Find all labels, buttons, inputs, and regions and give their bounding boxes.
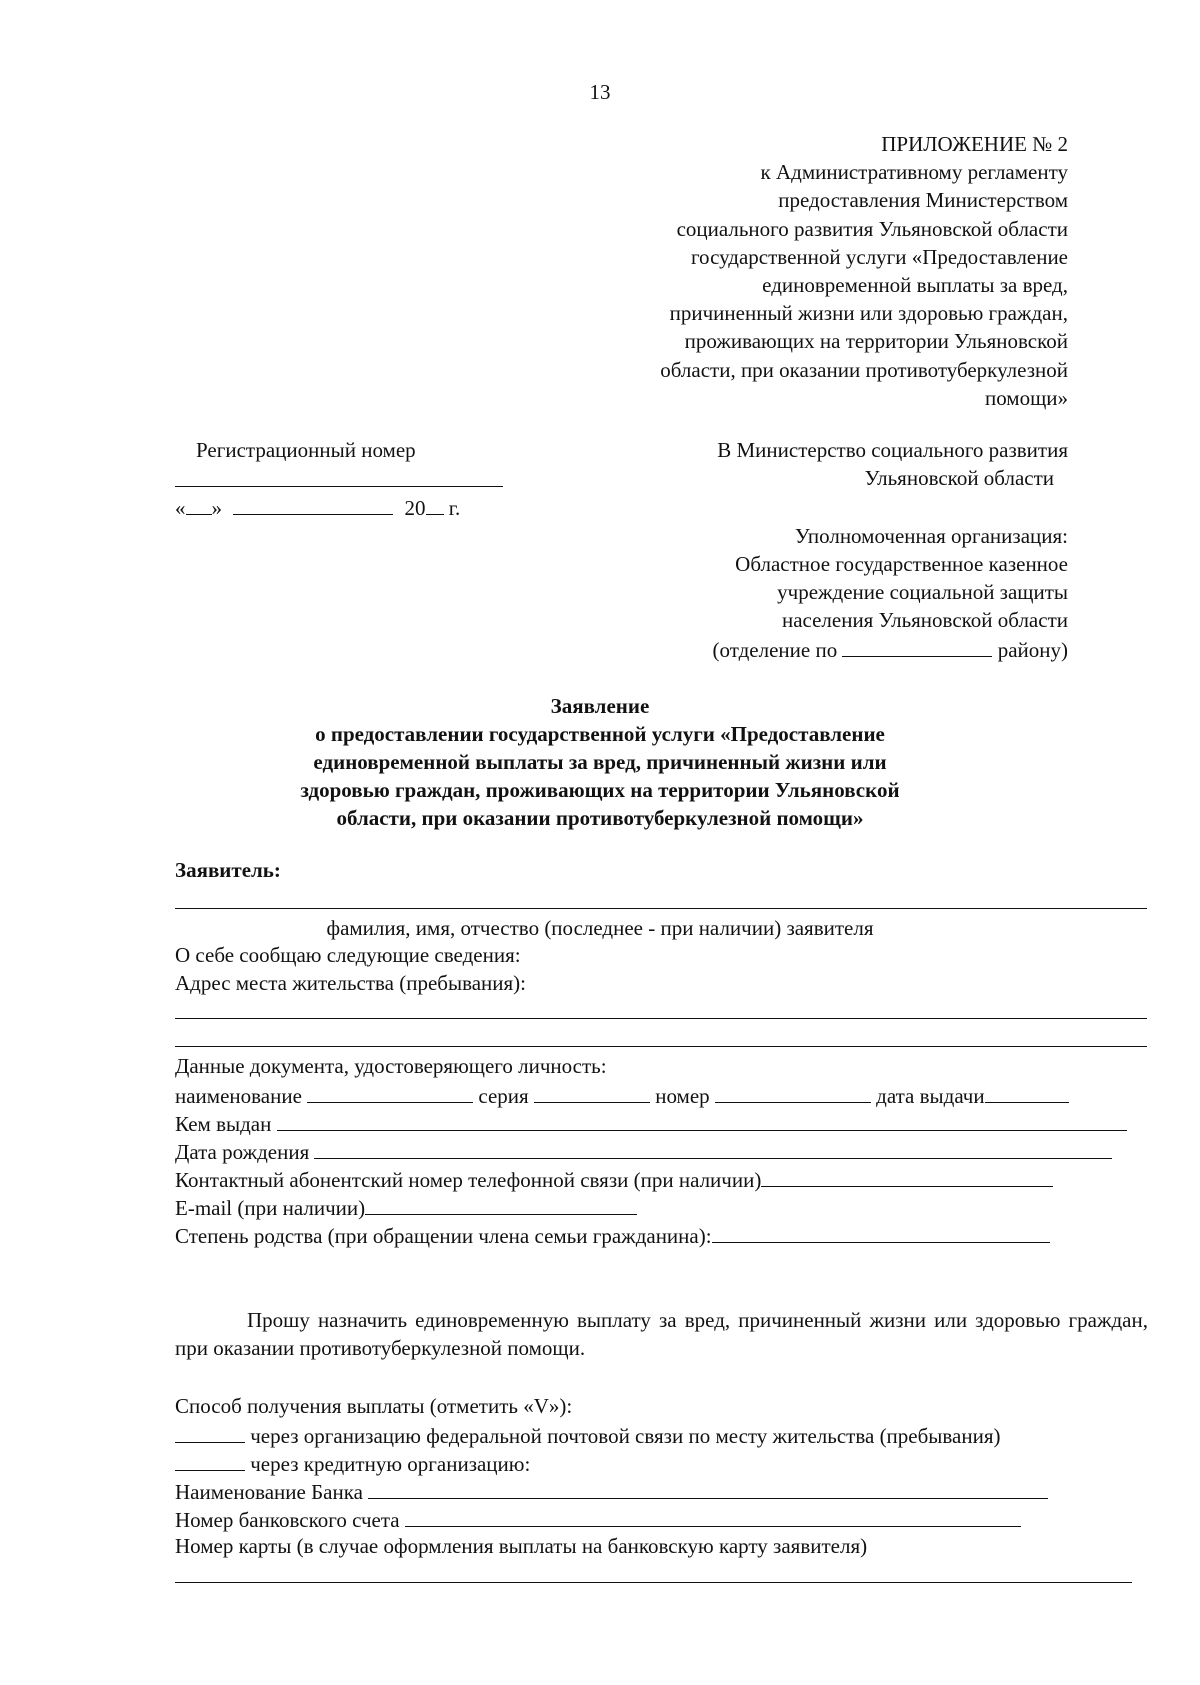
appendix-header (508, 130, 1068, 412)
credit-option-checkbox[interactable] (175, 1448, 245, 1471)
phone-field[interactable] (761, 1164, 1053, 1187)
organization-line: Областное государственное казенное (735, 552, 1068, 576)
appendix-line: области, при оказании противотуберкулезной (660, 357, 1068, 382)
request-paragraph: Прошу назначить единовременную выплату за вред, причиненный жизни или здоровью граждан, при оказании противотуберкулезной помощи. (175, 1308, 1148, 1360)
page-number: 13 (589, 80, 611, 104)
doc-number-field[interactable] (715, 1080, 871, 1103)
issued-by-label: Кем выдан (175, 1112, 272, 1136)
post-option-label: через организацию федеральной почтовой связи по месту жительства (пребывания) (250, 1424, 1001, 1448)
appendix-line: ПРИЛОЖЕНИЕ № 2 (881, 132, 1068, 156)
appendix-line: единовременной выплаты за вред, (762, 272, 1068, 297)
payment-option-post (175, 1420, 1001, 1450)
about-self-label: О себе сообщаю следующие сведения: (175, 943, 521, 967)
appendix-line: причиненный жизни или здоровью граждан, (669, 301, 1068, 326)
id-document-row (175, 1080, 1069, 1110)
doc-name-label: наименование (175, 1084, 302, 1108)
title-line: Заявление (550, 694, 650, 718)
organization-line: населения Ульяновской области (781, 608, 1068, 632)
title-line: единовременной выплаты за вред, причиненный жизни или (313, 750, 887, 774)
appendix-line: предоставления Министерством (778, 188, 1068, 213)
title-line: о предоставлении государственной услуги «Предоставление (315, 722, 885, 746)
issued-by-row (175, 1108, 1127, 1138)
branch-suffix: району) (997, 638, 1068, 662)
doc-series-field[interactable] (534, 1080, 650, 1103)
card-number-label: Номер карты (в случае оформления выплаты на банковскую карту заявителя) (175, 1534, 868, 1558)
date-quote-open: « (175, 496, 186, 520)
registration-year-field[interactable] (426, 492, 444, 515)
appendix-line: проживающих на территории Ульяновской (684, 329, 1068, 354)
credit-option-label: через кредитную организацию: (250, 1452, 531, 1476)
branch-prefix: (отделение по (712, 638, 838, 662)
doc-issue-date-field[interactable] (985, 1080, 1069, 1103)
registration-month-field[interactable] (233, 492, 393, 515)
fio-caption: фамилия, имя, отчество (последнее - при наличии) заявителя (326, 916, 874, 940)
bank-name-row (175, 1476, 1048, 1506)
application-title (0, 692, 1200, 832)
account-label: Номер банковского счета (175, 1508, 400, 1532)
year-prefix: 20 (404, 496, 426, 520)
appendix-line: помощи» (984, 385, 1068, 410)
applicant-fio-field[interactable] (175, 908, 1147, 909)
email-field[interactable] (365, 1192, 637, 1215)
appendix-line: социального развития Ульяновской области (676, 216, 1068, 241)
payment-method-heading: Способ получения выплаты (отметить «V»): (175, 1394, 573, 1418)
account-row (175, 1504, 1021, 1534)
address-label: Адрес места жительства (пребывания): (175, 971, 527, 995)
issued-by-field[interactable] (277, 1108, 1127, 1131)
year-suffix: г. (448, 496, 461, 520)
organization-branch (508, 634, 1068, 662)
organization-line: Уполномоченная организация: (794, 524, 1068, 548)
post-option-checkbox[interactable] (175, 1420, 245, 1443)
recipient-line: Ульяновской области (864, 466, 1054, 490)
doc-name-field[interactable] (307, 1080, 473, 1103)
title-line: здоровью граждан, проживающих на территории Ульяновской (300, 778, 900, 802)
applicant-label: Заявитель: (175, 858, 281, 882)
bank-name-label: Наименование Банка (175, 1480, 363, 1504)
kinship-label: Степень родства (при обращении члена семьи гражданина): (175, 1224, 712, 1248)
address-field-line-1[interactable] (175, 1018, 1147, 1019)
registration-date (175, 492, 460, 522)
account-field[interactable] (405, 1504, 1021, 1527)
phone-row (175, 1164, 1053, 1194)
doc-number-label: номер (655, 1084, 710, 1108)
branch-district-field[interactable] (842, 634, 992, 657)
birth-date-field[interactable] (314, 1136, 1112, 1159)
registration-number-label: Регистрационный номер (196, 438, 416, 462)
email-row (175, 1192, 637, 1222)
date-quote-close: » (211, 496, 222, 520)
birth-date-row (175, 1136, 1112, 1166)
recipient-line: В Министерство социального развития (717, 438, 1068, 462)
registration-number-field[interactable] (175, 486, 503, 487)
organization-line: учреждение социальной защиты (777, 580, 1068, 604)
kinship-row (175, 1220, 1050, 1250)
address-field-line-2[interactable] (175, 1046, 1147, 1047)
birth-date-label: Дата рождения (175, 1140, 310, 1164)
doc-series-label: серия (478, 1084, 529, 1108)
email-label: E-mail (при наличии) (175, 1196, 366, 1220)
bank-name-field[interactable] (368, 1476, 1048, 1499)
phone-label: Контактный абонентский номер телефонной связи (при наличии) (175, 1168, 762, 1192)
payment-option-credit (175, 1448, 530, 1478)
appendix-line: к Административному регламенту (760, 160, 1068, 185)
kinship-field[interactable] (712, 1220, 1050, 1243)
title-line: области, при оказании противотуберкулезной помощи» (336, 806, 864, 830)
id-document-heading: Данные документа, удостоверяющего личность: (175, 1054, 607, 1078)
appendix-line: государственной услуги «Предоставление (690, 244, 1068, 269)
registration-day-field[interactable] (186, 492, 212, 515)
recipient-block (508, 436, 1068, 492)
card-number-field[interactable] (175, 1582, 1132, 1583)
doc-issue-date-label: дата выдачи (876, 1084, 985, 1108)
organization-block (508, 522, 1068, 662)
